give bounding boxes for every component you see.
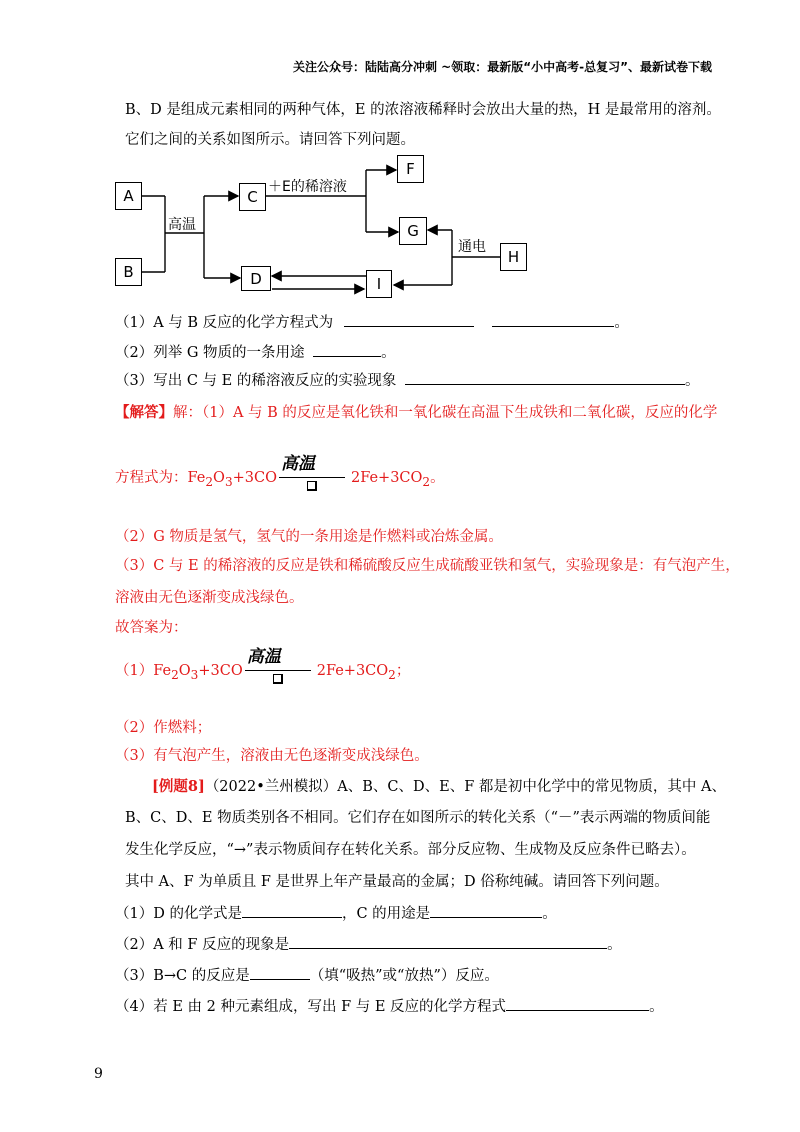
box-b: B [115, 258, 142, 286]
box-i: I [366, 270, 392, 298]
final-answer-1: $(1)Fe_2O_3+3CO$ 高温 $2Fe+3CO_2$； [115, 655, 410, 687]
answer-blank[interactable] [289, 934, 607, 949]
reaction-condition: 高温 [279, 462, 349, 494]
example8-line-1: [例题8]（2022•兰州模拟）A、B、C、D、E、F 都是初中化学中的常见物质，其中 A、 [152, 778, 726, 795]
relationship-diagram [0, 0, 800, 310]
example8-question-1: （1）D 的化学式是 ，C 的用途是 。 [115, 903, 557, 924]
example8-line-3: 发生化学反应，“→”表示物质间存在转化关系。部分反应物、生成物及反应条件已略去）。 [125, 842, 696, 858]
answer-equation-line: 方程式为：$Fe_2O_3+3CO$ 高温 $2Fe+3CO_2$。 [115, 462, 445, 494]
answer-blank[interactable] [506, 996, 649, 1011]
example8-line-4: 其中 A、F 为单质且 F 是世界上年产量最高的金属；D 俗称纯碱。请回答下列问题。 [125, 874, 669, 890]
box-g: G [399, 217, 427, 245]
answer-blank[interactable] [430, 903, 542, 918]
example8-question-2: （2）A 和 F 反应的现象是 。 [115, 934, 622, 955]
equation-right: $2Fe+3CO_2$ [350, 470, 431, 489]
final-answer-title: 故答案为： [115, 620, 188, 636]
box-c: C [239, 183, 266, 211]
label-high-temp: 高温 [168, 217, 196, 233]
answer-blank[interactable] [250, 965, 310, 980]
equation-left: $Fe_2O_3+3CO$ [153, 663, 243, 682]
answer-blank[interactable] [313, 342, 381, 357]
final-answer-2: （2）作燃料； [115, 720, 212, 736]
label-electrolysis: 通电 [458, 239, 486, 255]
example-tag: [例题8] [152, 778, 205, 795]
answer-2: （2）G 物质是氢气，氢气的一条用途是作燃料或冶炼金属。 [115, 529, 503, 545]
page-header: 关注公众号：陆陆高分冲刺 ~领取：最新版“小中高考-总复习”、最新试卷下载 [293, 60, 712, 74]
box-f: F [397, 155, 424, 183]
final-answer-3: （3）有气泡产生，溶液由无色逐渐变成浅绿色。 [115, 748, 429, 764]
answer-blank[interactable] [405, 370, 685, 385]
intro-line-1: B、D 是组成元素相同的两种气体，E 的浓溶液稀释时会放出大量的热，H 是最常用的溶剂。 [125, 102, 721, 118]
answer-3b: 溶液由无色逐渐变成浅绿色。 [115, 590, 304, 606]
answer-tag: 【解答】 [115, 404, 173, 421]
example8-question-3: （3）B→C 的反应是 （填“吸热”或“放热”）反应。 [115, 965, 499, 986]
question-1: （1）A 与 B 反应的化学方程式为 。 [115, 312, 629, 333]
intro-line-2: 它们之间的关系如图所示。请回答下列问题。 [125, 132, 415, 148]
example8-question-4: （4）若 E 由 2 种元素组成，写出 F 与 E 反应的化学方程式 。 [115, 996, 664, 1017]
answer-3a: （3）C 与 E 的稀溶液的反应是铁和稀硫酸反应生成硫酸亚铁和氢气，实验现象是：有气泡产生， [115, 558, 740, 574]
equation-right: $2Fe+3CO_2$ [316, 663, 396, 682]
label-dilute-e: ＋E的稀溶液 [268, 179, 347, 195]
example8-line-2: B、C、D、E 物质类别各不相同。它们存在如图所示的转化关系（“－”表示两端的物质间能 [125, 810, 711, 826]
box-h: H [500, 243, 527, 271]
question-3: （3）写出 C 与 E 的稀溶液反应的实验现象 。 [115, 370, 699, 391]
answer-blank[interactable] [492, 312, 614, 327]
answer-blank[interactable] [344, 312, 474, 327]
answer-blank[interactable] [242, 903, 342, 918]
equation-left: $Fe_2O_3+3CO$ [187, 470, 277, 489]
answer-intro: 【解答】解：（1）A 与 B 的反应是氧化铁和一氧化碳在高温下生成铁和二氧化碳，反应的化学 [115, 404, 718, 421]
box-d: D [241, 266, 271, 291]
reaction-condition: 高温 [245, 655, 315, 687]
page-number: 9 [94, 1066, 103, 1082]
question-2: （2）列举 G 物质的一条用途 。 [115, 342, 396, 363]
box-a: A [115, 182, 142, 210]
